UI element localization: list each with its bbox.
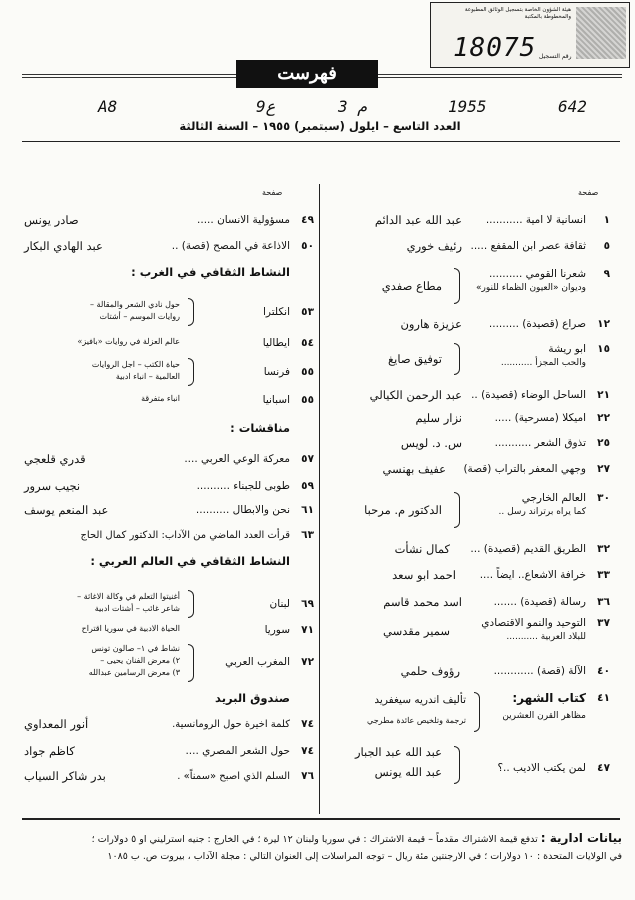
entry-title: كما يراه برتراند رسل .. (498, 507, 586, 517)
entry-title: كتاب الشهر: (512, 691, 586, 705)
entry-author: نزار سليم (415, 411, 462, 425)
entry-title: تذوق الشعر ........... (494, 437, 586, 449)
entry-author: رئيف خوري (406, 239, 462, 253)
entry-author: رؤوف حلمي (400, 664, 460, 678)
entry-title: وجهي المعفر بالتراب (قصة) (463, 463, 586, 475)
entry-title: كلمة اخيرة حول الرومانسية. (172, 719, 290, 730)
entry-author: عالم العزلة في روايات «بافيز» (77, 337, 180, 346)
stamp-label: رقم التسجيل (539, 53, 572, 60)
handwritten-a: A8 (98, 97, 118, 116)
page-number: ٩ (603, 268, 610, 280)
admin-notes (22, 830, 622, 865)
entry-title: الآلة (قصة) ............ (493, 665, 586, 677)
bottom-rule (22, 818, 620, 820)
entry-title: لمن يكتب الاديب ..؟ (497, 762, 586, 774)
entry-author: عبد الله يونس (374, 765, 442, 779)
page-number: ٥ (603, 240, 610, 252)
stamp-text: هيئة الشؤون الخاصة بتسجيل الوثائق المطبوعة والمخطوطة بالمكتبة (464, 7, 571, 20)
page-number: ٣٦ (597, 596, 610, 608)
toc-entry (320, 268, 610, 308)
entry-title: مظاهر القرن العشرين (502, 711, 586, 721)
entry-author: توفيق صايغ (388, 352, 442, 366)
page-number: ٧١ (301, 624, 314, 636)
entry-title: معركة الوعي العربي .... (184, 453, 290, 465)
registration-stamp (430, 2, 630, 68)
entry-title: للبلاد العربية ........... (506, 632, 586, 642)
entry-author: عبد الهادي البكار (24, 239, 103, 253)
toc-entry (320, 692, 610, 736)
page-number: ٤٩ (301, 214, 314, 226)
entry-author: ٣) معرض الرسامين عبدالله (88, 668, 180, 677)
entry-title: وديوان «العيون الظماء للنور» (475, 283, 586, 293)
issue-line: العدد التاسع – ايلول (سبتمبر) ١٩٥٥ – السنة الثالثة (179, 119, 461, 133)
entry-title: اسبانيا (262, 394, 290, 406)
toc-entry (320, 617, 610, 653)
entry-author: كمال نشأت (394, 542, 450, 556)
handwritten-d: 1955 (448, 97, 487, 116)
page-number: ٥٤ (301, 337, 314, 349)
brace (454, 343, 460, 375)
section-heading: النشاط الثقافي في العالم العربي : (90, 554, 290, 568)
entry-author: عبد المنعم يوسف (24, 503, 109, 517)
entry-title: الطريق القديم (قصيدة) ... (470, 543, 586, 555)
seal-icon (576, 7, 626, 59)
entry-title: نحن والابطال .......... (195, 504, 290, 516)
entry-author: أنور المعداوي (24, 717, 89, 731)
entry-author: قدري قلعجي (24, 452, 86, 466)
entry-author: كاظم جواد (24, 744, 75, 758)
entry-title: السلم الذي اصبح «سمناً» . (177, 771, 290, 782)
entry-title: فرنسا (263, 366, 290, 378)
toc-entry (320, 492, 610, 532)
toc-entry (320, 746, 610, 786)
entry-title: حول الشعر المصري .... (185, 745, 290, 757)
entry-title: خرافة الاشعاع.. ايضاً .... (479, 569, 586, 581)
page-number: ٣٠ (597, 492, 610, 504)
entry-author: شاعر غائب – أشتات ادبية (94, 604, 180, 613)
brace (188, 644, 194, 682)
entry-title: انكلترا (263, 306, 290, 318)
page-label-right: صفحة (578, 188, 599, 197)
page-number: ١٥ (597, 343, 610, 355)
page-number: ٧٤ (301, 745, 314, 757)
handwritten-c: م 3 (338, 97, 367, 116)
entry-title: الاذاعة في المصح (قصة) .. (171, 240, 290, 252)
page-number: ٥٩ (301, 480, 314, 492)
entry-author: عفيف بهنسي (382, 462, 446, 476)
handwritten-b: 9ع (256, 97, 276, 116)
entry-author: العالمية – انباء ادبية (115, 372, 180, 381)
page-number: ٥٥ (301, 394, 314, 406)
admin-label: بيانات ادارية : (540, 831, 622, 845)
page-number: ٢٥ (597, 437, 610, 449)
toc-entry (24, 358, 314, 388)
entry-title: طوبى للجبناء .......... (196, 480, 290, 492)
entry-author: صادر يونس (24, 213, 79, 227)
page-number: ٦٩ (301, 598, 314, 610)
page-title: فهرست (236, 60, 378, 88)
entry-author: سمير مقدسي (383, 624, 450, 638)
page-number: ٧٦ (301, 770, 314, 782)
entry-author: عبد الرحمن الكيالي (369, 388, 462, 402)
brace (454, 492, 460, 528)
brace (188, 298, 194, 326)
header-rule (22, 141, 620, 142)
toc-entry (320, 343, 610, 377)
page-number: ٥٠ (301, 240, 314, 252)
entry-author: حول نادي الشعر والمقالة – (90, 300, 180, 309)
entry-author: الحياة الادبية في سوريا اقتراح (81, 624, 180, 633)
handwritten-e: 642 (558, 97, 587, 116)
page-number: ٧٢ (301, 656, 314, 668)
brace (454, 746, 460, 784)
entry-author: أغنيتوا التعلم في وكالة الاغاثة – (77, 592, 180, 601)
page-number: ٦٣ (301, 529, 314, 541)
entry-title: الساحل الوضاء (قصيدة) .. (471, 389, 586, 401)
stamp-number: 18075 (453, 33, 537, 63)
entry-title: صراع (قصيدة) ......... (488, 318, 586, 330)
entry-title: العالم الخارجي (521, 492, 586, 504)
page-number: ٥٧ (301, 453, 314, 465)
page-number: ٥٣ (301, 306, 314, 318)
entry-author: روايات الموسم – أشتات (99, 312, 180, 321)
page-number: ٣٢ (597, 543, 610, 555)
page-number: ٣٣ (597, 569, 610, 581)
page-number: ١٢ (597, 318, 610, 330)
entry-author: ٢) معرض الفنان يحيى – (100, 656, 180, 665)
entry-title: مسؤولية الانسان ..... (197, 214, 290, 226)
section-heading: مناقشات : (230, 421, 290, 435)
entry-author: احمد ابو سعد (392, 568, 456, 582)
brace (454, 268, 460, 304)
page-number: ٦١ (301, 504, 314, 516)
admin-line-1: تدفع قيمة الاشتراك مقدماً – قيمة الاشتراك : في سوريا ولبنان ١٢ ليرة ؛ في الخارج : جنيه استرليني او ٥ دولارات ؛ (91, 834, 538, 845)
entry-title: اميكلا (مسرحية) ..... (494, 412, 586, 424)
entry-author: بدر شاكر السياب (24, 769, 106, 783)
entry-author: عبد الله عبد الدائم (374, 213, 462, 227)
entry-title: ثقافة عصر ابن المقفع ..... (470, 240, 586, 252)
entry-author: تأليف اندريه سيغفريد (374, 694, 466, 706)
page-label-left: صفحة (262, 188, 283, 197)
entry-author: عبد الله عبد الجبار (354, 745, 442, 759)
entry-author: ترجمة وتلخيص عائدة مطرجي (367, 716, 466, 725)
entry-title: قرأت العدد الماضي من الآداب: الدكتور كمال الحاج (80, 530, 290, 541)
brace (188, 590, 194, 618)
admin-line-2: في الولايات المتحدة : ١٠ دولارات ؛ في الارجنتين مئة ريال – توجه المراسلات إلى العنوان التالي : مجلة الآداب ، بيروت ص. ب ١٠٨٥ (107, 851, 622, 862)
section-heading: النشاط الثقافي في الغرب : (131, 265, 290, 279)
page-number: ٢١ (597, 389, 610, 401)
entry-title: سوريا (264, 624, 290, 636)
entry-author: عزيزة هارون (400, 317, 462, 331)
brace (188, 358, 194, 386)
page-number: ١ (603, 214, 610, 226)
entry-title: انسانية لا امية ........... (485, 214, 586, 226)
page-number: ٤٧ (597, 762, 610, 774)
entry-author: نجيب سرور (24, 479, 81, 493)
entry-title: والحب المجزأ ........... (500, 358, 586, 368)
entry-title: ابو ريشة (548, 343, 586, 355)
entry-title: المغرب العربي (225, 656, 290, 668)
entry-author: حياة الكتب – اجل الروايات (91, 360, 180, 369)
brace (474, 692, 480, 732)
entry-author: الدكتور م. مرحبا (364, 503, 442, 517)
entry-title: ايطاليا (262, 337, 290, 349)
entry-author: س. د. لويس (400, 436, 462, 450)
page-number: ٤٠ (597, 665, 610, 677)
entry-author: نشاط في ١– صالون تونس (91, 644, 180, 653)
entry-title: رسالة (قصيدة) ....... (493, 596, 586, 608)
page-number: ٤١ (597, 692, 610, 704)
page-number: ٢٧ (597, 463, 610, 475)
entry-author: انباء متفرقة (141, 394, 180, 403)
entry-title: شعرنا القومي .......... (488, 268, 586, 280)
page-number: ٣٧ (597, 617, 610, 629)
entry-title: لبنان (269, 598, 290, 610)
toc-entry (24, 298, 314, 328)
entry-author: اسد محمد قاسم (383, 595, 462, 609)
toc-entry (24, 590, 314, 620)
entry-title: التوحيد والنمو الاقتصادي (481, 617, 586, 629)
entry-author: مطاع صفدي (381, 279, 442, 293)
page-number: ٢٢ (597, 412, 610, 424)
section-heading: صندوق البريد (215, 691, 290, 705)
page-number: ٥٥ (301, 366, 314, 378)
toc-entry (24, 644, 314, 684)
page-number: ٧٤ (301, 718, 314, 730)
